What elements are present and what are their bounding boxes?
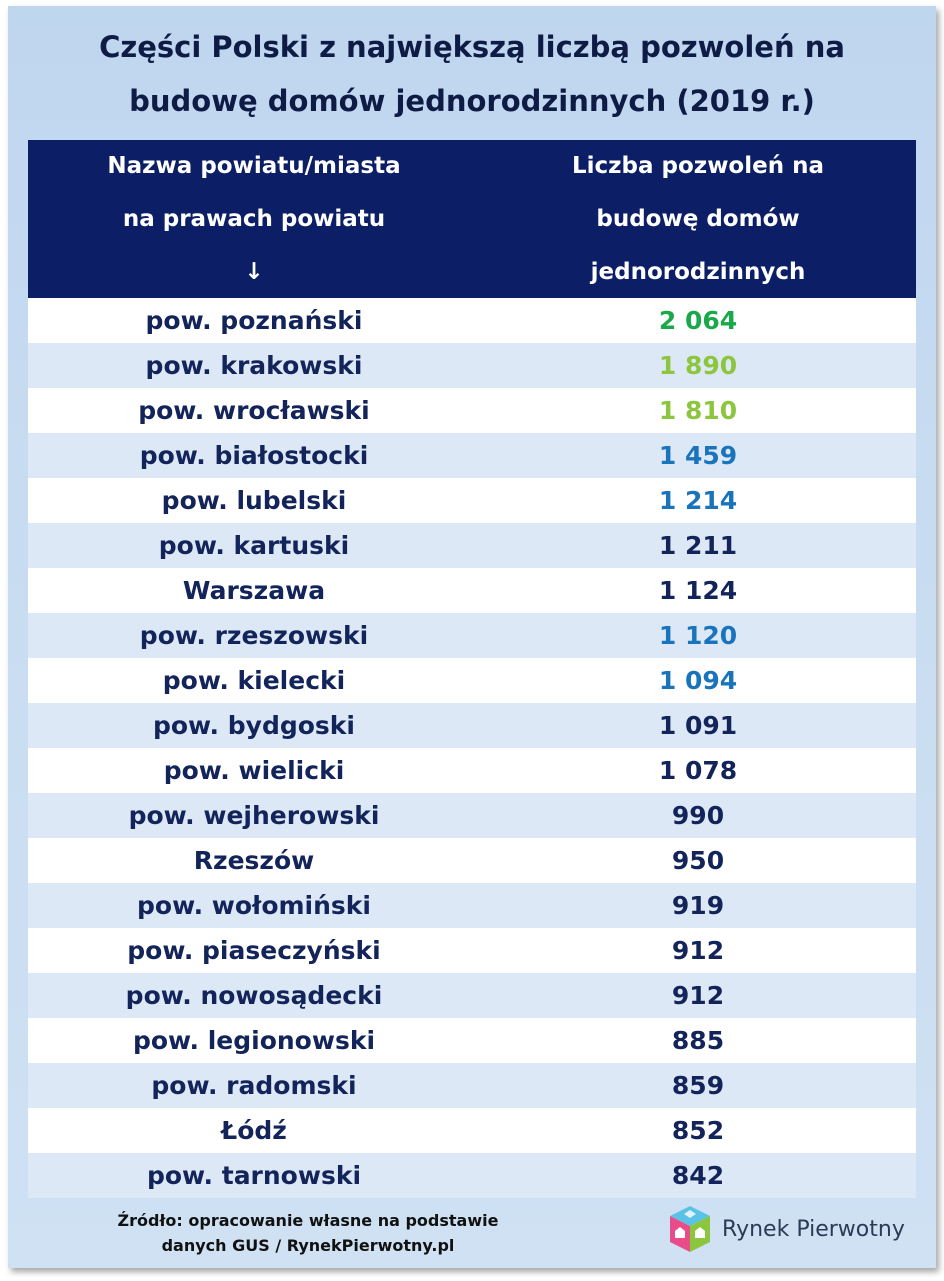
row-name: pow. poznański: [145, 306, 363, 335]
table-body: [28, 298, 916, 1198]
table-row: [28, 748, 916, 793]
header-col2-line1: Liczba pozwoleń na: [571, 153, 824, 179]
row-name: pow. białostocki: [139, 441, 369, 470]
table-row: [28, 1063, 916, 1108]
title-line-1: Części Polski z największą liczbą pozwoleń na: [99, 30, 845, 64]
infographic-card: [8, 6, 936, 1268]
row-value: 950: [671, 846, 725, 875]
row-name: pow. kielecki: [162, 666, 346, 695]
row-name: pow. wejherowski: [128, 801, 380, 830]
row-value: 1 094: [658, 666, 738, 695]
row-name: Łódź: [221, 1116, 287, 1145]
row-name: pow. tarnowski: [146, 1161, 362, 1190]
arrow-down-icon: ↓: [244, 259, 264, 285]
header-col2-line2: budowę domów: [596, 206, 800, 232]
table-row: [28, 703, 916, 748]
row-name: pow. nowosądecki: [125, 981, 383, 1010]
row-value: 885: [671, 1026, 725, 1055]
header-column-name: [28, 140, 480, 299]
source-line-1: Źródło: opracowanie własne na podstawie: [117, 1211, 499, 1230]
row-value: 912: [671, 936, 725, 965]
row-name: pow. legionowski: [132, 1026, 376, 1055]
row-value: 990: [671, 801, 725, 830]
table-row: [28, 343, 916, 388]
row-value: 1 890: [658, 351, 738, 380]
table-row: [28, 298, 916, 343]
brand-logo: [666, 1202, 916, 1256]
row-name: pow. rzeszowski: [139, 621, 369, 650]
row-value: 912: [671, 981, 725, 1010]
table-row: [28, 433, 916, 478]
table-row: [28, 1153, 916, 1198]
row-value: 842: [671, 1161, 725, 1190]
row-name: Warszawa: [182, 576, 326, 605]
row-value: 1 211: [658, 531, 738, 560]
row-name: pow. krakowski: [145, 351, 363, 380]
row-name: pow. wielicki: [163, 756, 345, 785]
row-name: pow. radomski: [151, 1071, 357, 1100]
row-name: pow. piaseczyński: [127, 936, 381, 965]
row-value: 1 214: [658, 486, 738, 515]
row-name: pow. lubelski: [161, 486, 347, 515]
table-row: [28, 613, 916, 658]
header-col2-line3: jednorodzinnych: [590, 259, 806, 285]
row-name: pow. bydgoski: [152, 711, 355, 740]
header-col1-line2: na prawach powiatu: [122, 206, 386, 232]
row-name: Rzeszów: [193, 846, 315, 875]
row-value: 1 078: [658, 756, 738, 785]
table-row: [28, 478, 916, 523]
table-row: [28, 388, 916, 433]
row-value: 1 091: [658, 711, 738, 740]
row-value: 919: [671, 891, 725, 920]
source-line-2: danych GUS / RynekPierwotny.pl: [161, 1236, 455, 1255]
source-note: [52, 1208, 564, 1258]
title-line-2: budowę domów jednorodzinnych (2019 r.): [129, 84, 815, 118]
table-row: [28, 883, 916, 928]
table-row: [28, 1108, 916, 1153]
row-value: 1 810: [658, 396, 738, 425]
brand-name: Rynek Pierwotny: [722, 1216, 905, 1242]
header-column-value: [480, 140, 916, 299]
table-header: [28, 140, 916, 298]
row-value: 1 120: [658, 621, 738, 650]
row-value: 2 064: [658, 306, 738, 335]
table-row: [28, 523, 916, 568]
table-row: [28, 838, 916, 883]
row-value: 859: [671, 1071, 725, 1100]
page-title: [8, 20, 936, 128]
row-value: 1 124: [658, 576, 738, 605]
house-cube-icon: [666, 1204, 714, 1254]
row-value: 1 459: [658, 441, 738, 470]
row-name: pow. wrocławski: [138, 396, 370, 425]
table-row: [28, 568, 916, 613]
table-row: [28, 973, 916, 1018]
row-name: pow. wołomiński: [137, 891, 371, 920]
table-row: [28, 928, 916, 973]
header-col1-line1: Nazwa powiatu/miasta: [107, 153, 401, 179]
row-name: pow. kartuski: [158, 531, 350, 560]
row-value: 852: [671, 1116, 725, 1145]
table-row: [28, 1018, 916, 1063]
table-row: [28, 658, 916, 703]
table-row: [28, 793, 916, 838]
